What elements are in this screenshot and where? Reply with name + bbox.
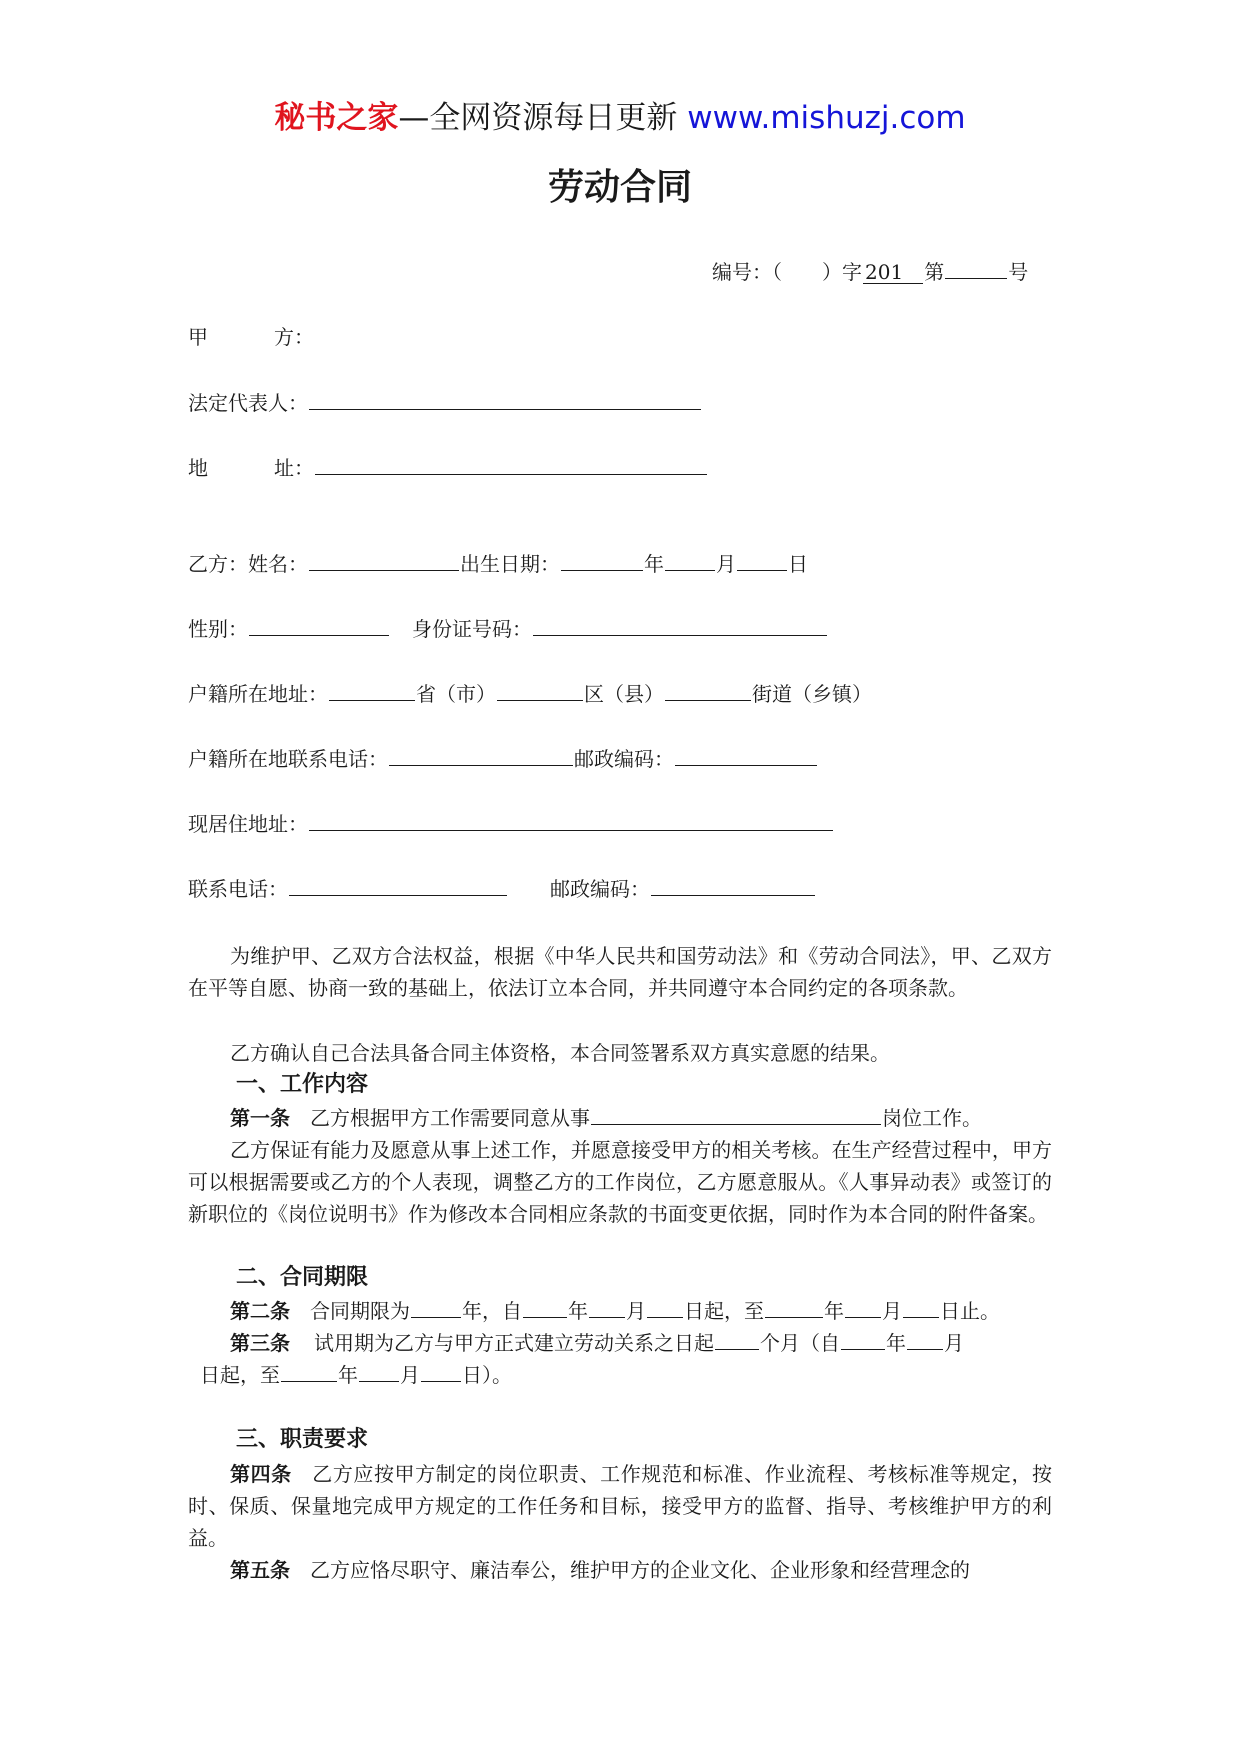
section-1-heading: 一、工作内容 bbox=[236, 1072, 369, 1097]
hukou-address-label: 户籍所在地址： bbox=[188, 682, 328, 706]
probation-months-blank bbox=[715, 1327, 759, 1350]
article-2-text-d: 月 bbox=[626, 1299, 646, 1323]
article-2-line bbox=[230, 1295, 1000, 1326]
id-number-label: 身份证号码： bbox=[412, 617, 532, 641]
article-3-line-1 bbox=[230, 1327, 964, 1358]
article-3-label: 第三条 bbox=[230, 1331, 290, 1355]
postcode-label-1: 邮政编码： bbox=[574, 747, 674, 771]
site-banner bbox=[0, 96, 1240, 140]
phone-line bbox=[188, 873, 816, 904]
article-1-text-a: 乙方根据甲方工作需要同意从事 bbox=[310, 1106, 590, 1130]
id-number-blank bbox=[533, 613, 827, 636]
birth-year-blank bbox=[561, 548, 643, 571]
article-5-text: 乙方应恪尽职守、廉洁奉公，维护甲方的企业文化、企业形象和经营理念的 bbox=[310, 1558, 970, 1582]
gender-blank bbox=[249, 613, 389, 636]
street-blank bbox=[665, 678, 751, 701]
name-blank bbox=[309, 548, 459, 571]
article-2-label: 第二条 bbox=[230, 1299, 290, 1323]
article-5-label: 第五条 bbox=[230, 1558, 290, 1582]
birth-day-blank bbox=[737, 548, 787, 571]
section-2-heading: 二、合同期限 bbox=[236, 1265, 369, 1290]
birth-day-label: 日 bbox=[788, 552, 808, 576]
article-2-text-f: 年 bbox=[824, 1299, 844, 1323]
section-1-paragraph: 乙方保证有能力及愿意从事上述工作，并愿意接受甲方的相关考核。在生产经营过程中，甲方可以根据需要或乙方的个人表现，调整乙方的工作岗位，乙方愿意服从。《人事异动表》或签订的新职位的《岗位说明书》作为修改本合同相应条款的书面变更依据，同时作为本合同的附件备案。 bbox=[188, 1138, 1052, 1226]
preamble-paragraph-2: 乙方确认自己合法具备合同主体资格，本合同签署系双方真实意愿的结果。 bbox=[230, 1041, 890, 1065]
probation-start-month-blank bbox=[907, 1327, 943, 1350]
start-year-blank bbox=[523, 1295, 567, 1318]
gender-id-line bbox=[188, 613, 828, 644]
legal-rep-blank bbox=[309, 387, 701, 410]
probation-end-month-blank bbox=[359, 1359, 399, 1382]
hukou-phone-line bbox=[188, 743, 818, 774]
hukou-address-line bbox=[188, 678, 872, 709]
party-a-address-line bbox=[188, 452, 708, 483]
end-day-blank bbox=[903, 1295, 939, 1318]
article-2-text-b: 年，自 bbox=[462, 1299, 522, 1323]
probation-end-year-blank bbox=[281, 1359, 337, 1382]
banner-brand: 秘书之家 bbox=[274, 100, 399, 136]
term-years-blank bbox=[411, 1295, 461, 1318]
phone-label: 联系电话： bbox=[188, 877, 288, 901]
address-label-di: 地 bbox=[188, 456, 208, 480]
start-day-blank bbox=[647, 1295, 683, 1318]
article-3-text-f: 年 bbox=[338, 1363, 358, 1387]
start-month-blank bbox=[589, 1295, 625, 1318]
birth-month-blank bbox=[665, 548, 715, 571]
current-address-blank bbox=[309, 808, 833, 831]
article-4-label: 第四条 bbox=[230, 1462, 292, 1486]
section-3-heading: 三、职责要求 bbox=[236, 1427, 369, 1452]
address-label-zhi: 址： bbox=[274, 456, 314, 480]
preamble-paragraph-1: 为维护甲、乙双方合法权益，根据《中华人民共和国劳动法》和《劳动合同法》，甲、乙双方在平等自愿、协商一致的基础上，依法订立本合同，并共同遵守本合同约定的各项条款。 bbox=[188, 944, 1052, 1000]
article-3-text-h: 日）。 bbox=[462, 1363, 512, 1387]
current-address-line bbox=[188, 808, 834, 839]
phone-blank bbox=[289, 873, 507, 896]
end-year-blank bbox=[765, 1295, 823, 1318]
article-2-text-g: 月 bbox=[882, 1299, 902, 1323]
article-2-text-e: 日起，至 bbox=[684, 1299, 764, 1323]
article-3-line-2 bbox=[200, 1359, 512, 1390]
article-3-text-a: 试用期为乙方与甲方正式建立劳动关系之日起 bbox=[314, 1331, 714, 1355]
current-address-label: 现居住地址： bbox=[188, 812, 308, 836]
province-label: 省（市） bbox=[416, 682, 496, 706]
article-3-text-b: 个月（自 bbox=[760, 1331, 840, 1355]
hukou-phone-label: 户籍所在地联系电话： bbox=[188, 747, 388, 771]
legal-rep-line bbox=[188, 387, 702, 418]
birth-label: 出生日期： bbox=[460, 552, 560, 576]
article-3-text-g: 月 bbox=[400, 1363, 420, 1387]
position-blank bbox=[591, 1102, 881, 1125]
party-a-line bbox=[188, 322, 314, 352]
number-close: ）字 bbox=[822, 260, 862, 284]
end-month-blank bbox=[845, 1295, 881, 1318]
district-label: 区（县） bbox=[584, 682, 664, 706]
postcode-label-2: 邮政编码： bbox=[550, 877, 650, 901]
article-2-text-c: 年 bbox=[568, 1299, 588, 1323]
article-2-text-h: 日止。 bbox=[940, 1299, 1000, 1323]
banner-tagline: 全网资源每日更新 bbox=[429, 100, 678, 136]
contract-number-line bbox=[712, 256, 1028, 287]
number-label: 编号：（ bbox=[712, 260, 782, 284]
article-1-label: 第一条 bbox=[230, 1106, 290, 1130]
number-di: 第 bbox=[924, 260, 945, 284]
probation-start-year-blank bbox=[841, 1327, 885, 1350]
banner-url-link[interactable]: www.mishuzj.com bbox=[687, 100, 966, 136]
district-blank bbox=[497, 678, 583, 701]
party-a-label-jia: 甲 bbox=[188, 325, 208, 349]
banner-dash: — bbox=[398, 100, 430, 136]
article-5-paragraph bbox=[188, 1554, 1052, 1586]
article-3-text-d: 月 bbox=[944, 1331, 964, 1355]
birth-year-label: 年 bbox=[644, 552, 664, 576]
article-4-paragraph bbox=[188, 1458, 1052, 1554]
birth-month-label: 月 bbox=[716, 552, 736, 576]
legal-rep-label: 法定代表人： bbox=[188, 391, 308, 415]
party-a-address-blank bbox=[315, 452, 707, 475]
street-label: 街道（乡镇） bbox=[752, 682, 872, 706]
article-3-text-c: 年 bbox=[886, 1331, 906, 1355]
article-2-text-a: 合同期限为 bbox=[310, 1299, 410, 1323]
postcode-blank-2 bbox=[651, 873, 815, 896]
province-blank bbox=[329, 678, 415, 701]
probation-end-day-blank bbox=[421, 1359, 461, 1382]
number-hao: 号 bbox=[1008, 260, 1029, 284]
gender-label: 性别： bbox=[188, 617, 248, 641]
article-3-text-e: 日起，至 bbox=[200, 1363, 280, 1387]
party-a-label-fang: 方： bbox=[274, 325, 314, 349]
number-blank bbox=[945, 256, 1007, 279]
hukou-phone-blank bbox=[389, 743, 573, 766]
article-1-text-b: 岗位工作。 bbox=[882, 1106, 982, 1130]
party-b-name-label: 乙方：姓名： bbox=[188, 552, 308, 576]
document-title: 劳动合同 bbox=[547, 167, 692, 208]
article-4-text: 乙方应按甲方制定的岗位职责、工作规范和标准、作业流程、考核标准等规定，按时、保质、保量地完成甲方规定的工作任务和目标，接受甲方的监督、指导、考核维护甲方的利益。 bbox=[188, 1462, 1053, 1550]
party-b-name-line bbox=[188, 548, 808, 579]
number-year: 201 bbox=[863, 261, 923, 284]
postcode-blank-1 bbox=[675, 743, 817, 766]
article-1-line bbox=[230, 1102, 982, 1133]
